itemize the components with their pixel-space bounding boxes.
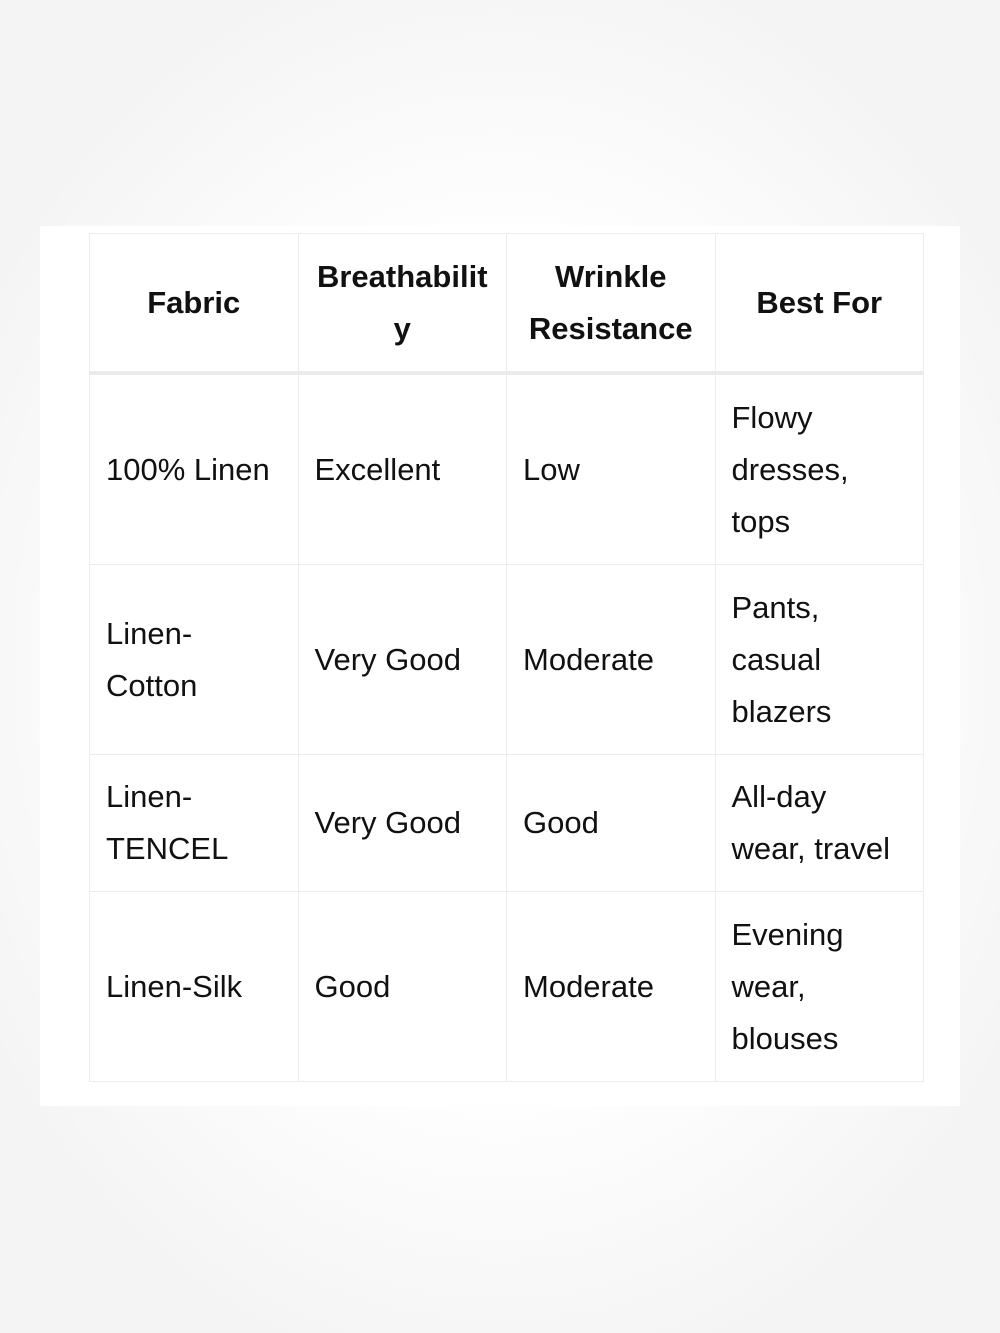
- table-header: [90, 234, 924, 374]
- cell-best-for: Evening wear, blouses: [715, 892, 924, 1082]
- header-wrinkle-resistance: Wrinkle Resistance: [507, 234, 716, 374]
- header-fabric: Fabric: [90, 234, 299, 374]
- table-row: [90, 373, 924, 565]
- cell-fabric: 100% Linen: [90, 373, 299, 565]
- header-row: [90, 234, 924, 374]
- cell-breathability: Very Good: [298, 565, 507, 755]
- cell-wrinkle-resistance: Low: [507, 373, 716, 565]
- table-row: [90, 892, 924, 1082]
- table-body: [90, 373, 924, 1082]
- fabric-comparison-table: [89, 233, 924, 1082]
- table-row: [90, 565, 924, 755]
- cell-breathability: Good: [298, 892, 507, 1082]
- cell-fabric: Linen-TENCEL: [90, 755, 299, 892]
- cell-wrinkle-resistance: Moderate: [507, 565, 716, 755]
- cell-best-for: Pants, casual blazers: [715, 565, 924, 755]
- cell-fabric: Linen-Cotton: [90, 565, 299, 755]
- cell-breathability: Very Good: [298, 755, 507, 892]
- header-breathability: Breathability: [298, 234, 507, 374]
- table-row: [90, 755, 924, 892]
- cell-wrinkle-resistance: Good: [507, 755, 716, 892]
- cell-fabric: Linen-Silk: [90, 892, 299, 1082]
- header-best-for: Best For: [715, 234, 924, 374]
- cell-best-for: All-day wear, travel: [715, 755, 924, 892]
- cell-breathability: Excellent: [298, 373, 507, 565]
- cell-best-for: Flowy dresses, tops: [715, 373, 924, 565]
- cell-wrinkle-resistance: Moderate: [507, 892, 716, 1082]
